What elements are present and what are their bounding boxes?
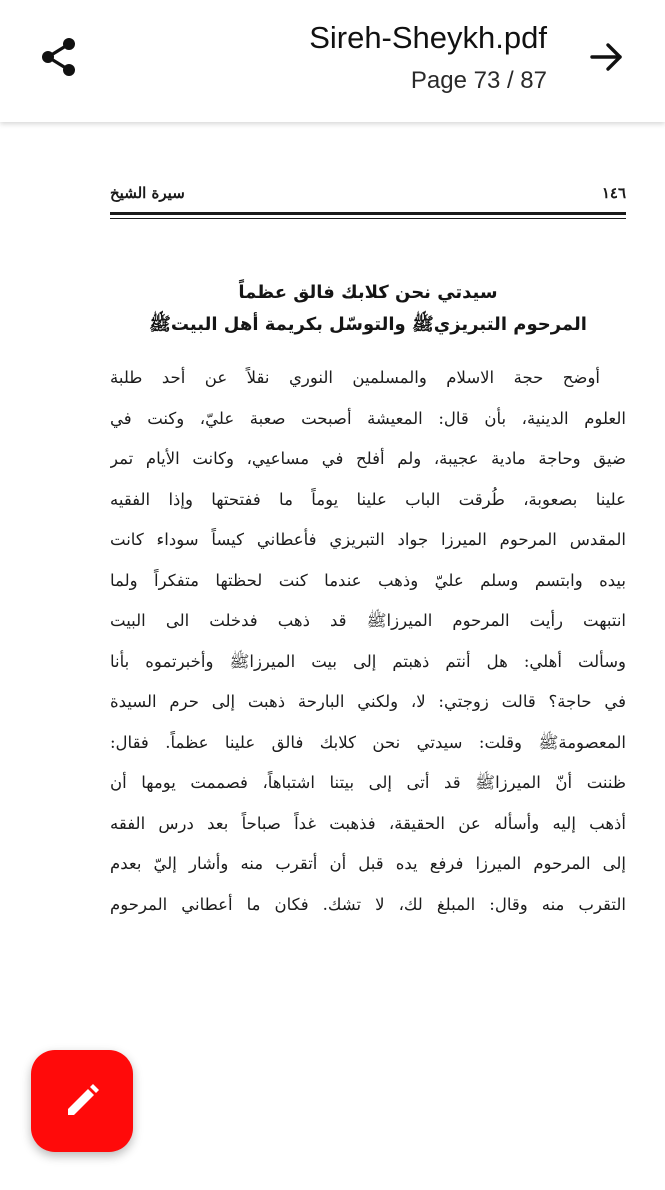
- body-line: المقدس المرحوم الميرزا جواد التبريزي فأعطاني كيساً سوداء كانت: [110, 530, 626, 549]
- body-line: أذهب إليه وأسأله عن الحقيقة، فذهبت غداً صباحاً بعد درس الفقه: [110, 813, 626, 833]
- body-line: المعصومةﷺ وقلت: سيدتي نحن كلابك فالق علينا عظماً. فقال:: [110, 732, 626, 752]
- body-line: في حاجة؟ قالت زوجتي: لا، ولكني البارحة ذهبت إلى حرم السيدة: [110, 692, 626, 711]
- header-divider-thin: [110, 218, 626, 219]
- body-line: وسألت أهلي: هل أنتم ذهبتم إلى بيت الميرزاﷺ وأخبرتموه بأنا: [110, 651, 626, 671]
- app-bar: [0, 0, 665, 122]
- running-header: [110, 182, 626, 208]
- share-button[interactable]: [36, 34, 82, 80]
- body-line: علينا بصعوبة، طُرقت الباب علينا يوماً ما ففتحتها وإذا الفقيه: [110, 489, 626, 509]
- body-text: [110, 358, 626, 925]
- pencil-icon: [62, 1081, 102, 1121]
- section-heading: [110, 278, 626, 342]
- edit-fab[interactable]: [31, 1050, 133, 1152]
- body-line: التقرب منه وقال: المبلغ لك، لا تشك. فكان ما أعطاني المرحوم: [110, 894, 626, 914]
- page-indicator: Page 73 / 87: [410, 67, 547, 94]
- heading-line: سيدتي نحن كلابك فالق عظماً: [238, 282, 498, 303]
- share-icon: [40, 37, 78, 77]
- body-line: انتبهت رأيت المرحوم الميرزاﷺ قد ذهب فدخلت الى البيت: [110, 611, 626, 630]
- body-line: ضيق وحاجة مادية عجيبة، ولم أفلح في مساعيي، وكانت الأيام تمر: [110, 449, 626, 468]
- body-line: إلى المرحوم الميرزا فرفع يده قبل أن أتقرب منه وأشار إليّ بعدم: [110, 854, 626, 873]
- body-line: بيده وابتسم وسلم عليّ وذهب عندما كنت لحظتها متفكراً ولما: [110, 570, 626, 590]
- forward-button[interactable]: [584, 34, 630, 80]
- body-line: ظننت أنّ الميرزاﷺ قد أتى إلى بيتنا اشتباهاً، فصممت يومها أن: [110, 773, 626, 792]
- header-page-number: ١٤٦: [601, 184, 626, 202]
- body-line: العلوم الدينية، بأن قال: المعيشة أصبحت صعبة عليّ، وكنت في: [110, 408, 626, 428]
- header-book-title: سيرة الشيخ: [110, 184, 185, 202]
- pdf-page[interactable]: [0, 122, 665, 1190]
- body-line: أوضح حجة الاسلام والمسلمين النوري نقلاً عن أحد طلبة: [110, 368, 600, 387]
- arrow-right-icon: [590, 42, 624, 72]
- heading-subline: المرحوم التبريزيﷺ والتوسّل بكريمة أهل البيتﷺ: [149, 314, 587, 335]
- title-block: [309, 18, 547, 100]
- document-title: Sireh-Sheykh.pdf: [309, 20, 547, 55]
- header-divider: [110, 212, 626, 215]
